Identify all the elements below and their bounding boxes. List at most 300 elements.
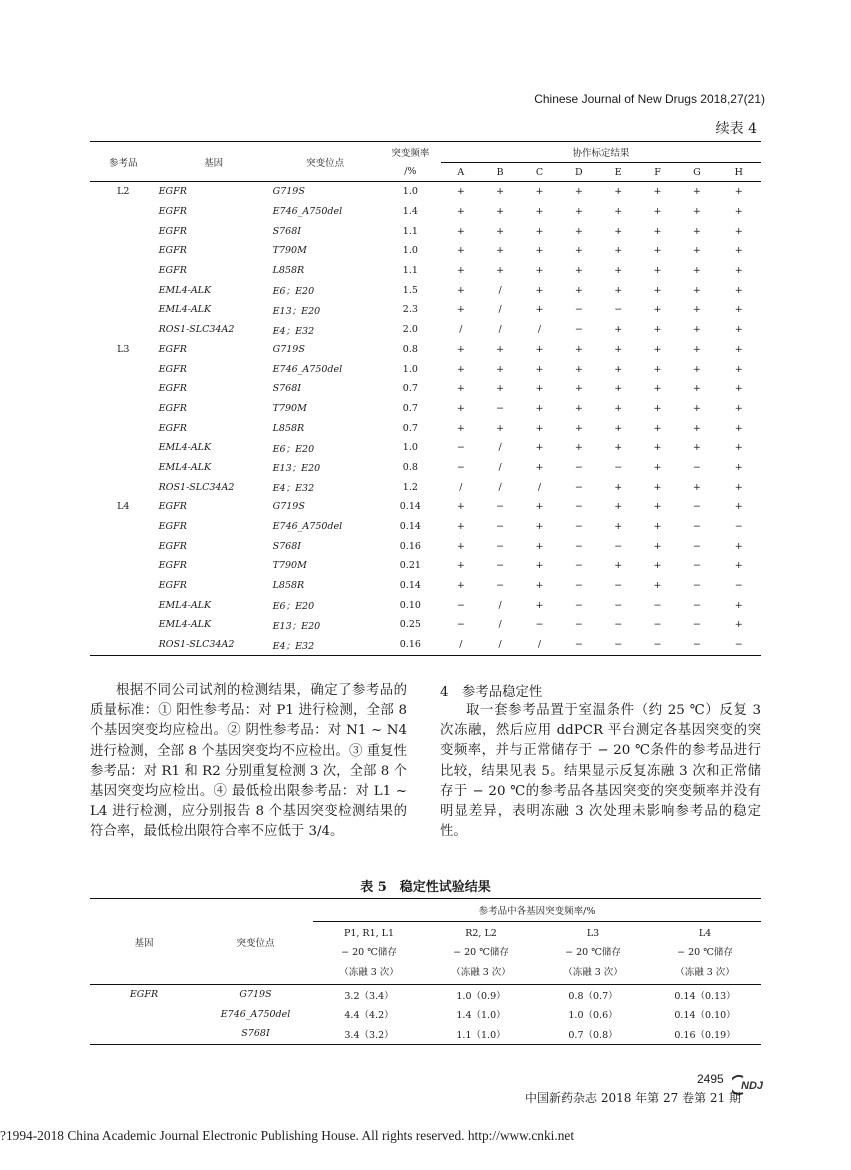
result-cell: +	[653, 343, 662, 355]
t5-gene-cell	[90, 1005, 198, 1025]
reference-cell	[90, 418, 157, 438]
site-cell: L858R	[272, 422, 305, 434]
t5-header-site: 突变位点	[198, 899, 313, 985]
result-cell: +	[456, 521, 465, 533]
gene-cell: EGFR	[158, 402, 187, 414]
result-cell: +	[574, 284, 583, 296]
gene-cell: EML4-ALK	[158, 599, 212, 611]
result-cell: −	[574, 619, 583, 631]
reference-cell	[90, 517, 157, 537]
gene-cell: EML4-ALK	[158, 461, 212, 473]
reference-cell	[90, 241, 157, 261]
gene-cell: EGFR	[158, 363, 187, 375]
header-freq: 突变频率	[380, 142, 442, 163]
result-cell: +	[456, 363, 465, 375]
result-cell: +	[692, 324, 701, 336]
result-cell: +	[496, 245, 505, 257]
result-cell: +	[614, 324, 623, 336]
result-cell: −	[496, 580, 505, 592]
frequency-cell: 2.0	[402, 324, 418, 336]
gene-cell: EGFR	[158, 580, 187, 592]
result-cell: +	[653, 560, 662, 572]
frequency-cell: 1.5	[402, 284, 418, 296]
result-cell: −	[614, 461, 623, 473]
gene-cell: EGFR	[158, 501, 187, 513]
result-cell: −	[574, 461, 583, 473]
result-cell: −	[574, 304, 583, 316]
result-cell: −	[692, 619, 701, 631]
result-cell: −	[574, 560, 583, 572]
result-cell: +	[692, 265, 701, 277]
result-cell: +	[456, 284, 465, 296]
result-cell: +	[535, 363, 544, 375]
t5-value-cell: 1.1（1.0）	[425, 1024, 537, 1044]
table-row	[90, 1005, 761, 1025]
result-cell: +	[496, 422, 505, 434]
gene-cell: EGFR	[158, 422, 187, 434]
reference-cell	[90, 615, 157, 635]
site-cell: G719S	[272, 501, 305, 513]
result-cell: +	[653, 501, 662, 513]
result-cell: +	[456, 265, 465, 277]
result-cell: +	[614, 343, 623, 355]
gene-cell: EGFR	[158, 186, 187, 198]
frequency-cell: 1.0	[402, 442, 418, 454]
t5-col-header: L4 − 20 ℃储存 （冻融 3 次）	[649, 922, 761, 985]
result-cell: −	[614, 540, 623, 552]
result-cell: /	[498, 481, 502, 493]
gene-cell: ROS1-SLC34A2	[158, 481, 235, 493]
table-continued-label: 续表 4	[715, 121, 757, 137]
result-cell: −	[535, 619, 544, 631]
result-cell: +	[734, 206, 743, 218]
header-lab: G	[677, 163, 716, 182]
table-row	[90, 221, 761, 241]
result-cell: +	[692, 402, 701, 414]
table-row	[90, 399, 761, 419]
result-cell: /	[498, 461, 502, 473]
result-cell: −	[574, 580, 583, 592]
result-cell: +	[653, 225, 662, 237]
result-cell: −	[692, 501, 701, 513]
result-cell: /	[480, 635, 519, 655]
reference-cell	[90, 635, 157, 655]
result-cell: +	[692, 442, 701, 454]
table-row	[90, 202, 761, 222]
table-row	[90, 340, 761, 360]
result-cell: +	[614, 225, 623, 237]
gene-cell: EGFR	[158, 206, 187, 218]
result-cell: −	[574, 501, 583, 513]
result-cell: −	[717, 635, 761, 655]
t5-value-cell: 0.14（0.13）	[674, 990, 736, 1002]
result-cell: +	[614, 442, 623, 454]
result-cell: +	[574, 383, 583, 395]
result-cell: +	[496, 383, 505, 395]
result-cell: +	[734, 599, 743, 611]
result-cell: −	[496, 521, 505, 533]
footer-journal-issue: 中国新药杂志 2018 年第 27 卷第 21 期	[525, 1091, 741, 1105]
result-cell: +	[456, 422, 465, 434]
result-cell: +	[734, 245, 743, 257]
result-cell: +	[496, 363, 505, 375]
reference-cell	[90, 320, 157, 340]
result-cell: −	[614, 619, 623, 631]
result-cell: +	[574, 402, 583, 414]
result-cell: +	[692, 245, 701, 257]
result-cell: +	[496, 186, 505, 198]
result-cell: −	[653, 599, 662, 611]
result-cell: +	[535, 225, 544, 237]
result-cell: −	[574, 540, 583, 552]
result-cell: +	[614, 501, 623, 513]
reference-cell	[90, 556, 157, 576]
result-cell: +	[653, 284, 662, 296]
reference-cell: L2	[117, 186, 130, 198]
result-cell: +	[456, 206, 465, 218]
result-cell: +	[456, 343, 465, 355]
t5-value-cell: 1.4（1.0）	[456, 1010, 506, 1022]
result-cell: −	[692, 461, 701, 473]
frequency-cell: 0.14	[399, 580, 421, 592]
table-row	[90, 576, 761, 596]
table-row	[90, 1024, 761, 1044]
result-cell: +	[653, 481, 662, 493]
result-cell: +	[653, 402, 662, 414]
result-cell: +	[653, 383, 662, 395]
site-cell: G719S	[272, 343, 305, 355]
result-cell: −	[614, 580, 623, 592]
result-cell: +	[692, 304, 701, 316]
result-cell: +	[614, 245, 623, 257]
result-cell: +	[734, 560, 743, 572]
result-cell: /	[459, 481, 463, 493]
result-cell: +	[535, 245, 544, 257]
site-cell: E6；E20	[272, 601, 315, 613]
header-lab: H	[717, 163, 761, 182]
result-cell: +	[734, 383, 743, 395]
reference-cell	[90, 458, 157, 478]
result-cell: /	[537, 324, 542, 336]
reference-cell: L3	[117, 343, 130, 355]
reference-cell	[90, 379, 157, 399]
copyright-notice: ?1994-2018 China Academic Journal Electronic Publishing House. All rights reserved. http://www.cnki.net	[0, 1128, 575, 1143]
result-cell: +	[535, 599, 544, 611]
frequency-cell: 0.7	[402, 383, 418, 395]
t5-col-header: R2, L2 − 20 ℃储存 （冻融 3 次）	[425, 922, 537, 985]
reference-cell	[90, 280, 157, 300]
site-cell: E4；E32	[271, 635, 380, 655]
t5-site-cell: S768I	[198, 1024, 313, 1044]
result-cell: +	[456, 186, 465, 198]
result-cell: +	[653, 304, 662, 316]
reference-cell	[90, 536, 157, 556]
result-cell: +	[653, 245, 662, 257]
stability-table	[90, 898, 761, 1045]
result-cell: +	[574, 422, 583, 434]
result-cell: +	[692, 225, 701, 237]
result-cell: −	[692, 521, 701, 533]
result-cell: −	[574, 599, 583, 611]
site-cell: S768I	[272, 225, 302, 237]
result-cell: /	[459, 324, 463, 336]
gene-cell: EGFR	[158, 540, 187, 552]
table-row	[90, 320, 761, 340]
table-row	[90, 359, 761, 379]
reference-cell	[90, 300, 157, 320]
site-cell: E13；E20	[272, 620, 321, 632]
result-cell: +	[653, 186, 662, 198]
result-cell: +	[692, 363, 701, 375]
result-cell: +	[535, 402, 544, 414]
result-cell: +	[456, 540, 465, 552]
result-cell: +	[653, 422, 662, 434]
result-cell: +	[456, 383, 465, 395]
result-cell: −	[599, 635, 638, 655]
reference-cell	[90, 202, 157, 222]
result-cell: −	[734, 521, 743, 533]
site-cell: L858R	[272, 580, 305, 592]
result-cell: +	[734, 402, 743, 414]
frequency-cell: 2.3	[402, 304, 418, 316]
result-cell: +	[535, 265, 544, 277]
result-cell: −	[638, 635, 677, 655]
table-row	[90, 517, 761, 537]
section-title: 4 参考品稳定性	[440, 685, 543, 700]
table-row	[90, 985, 761, 1005]
reference-cell	[90, 221, 157, 241]
result-cell: +	[734, 481, 743, 493]
result-cell: −	[456, 599, 465, 611]
header-site: 突变位点	[271, 142, 380, 182]
result-cell: +	[653, 206, 662, 218]
gene-cell: EGFR	[158, 225, 187, 237]
result-cell: −	[692, 580, 701, 592]
result-cell: −	[614, 599, 623, 611]
site-cell: E6；E20	[272, 443, 315, 455]
result-cell: +	[734, 225, 743, 237]
result-cell: +	[535, 501, 544, 513]
t5-site-cell: G719S	[239, 989, 272, 1001]
header-group: 协作标定结果	[441, 142, 761, 163]
gene-cell: EGFR	[158, 560, 187, 572]
table-row	[90, 458, 761, 478]
result-cell: −	[653, 619, 662, 631]
table-row	[90, 241, 761, 261]
reference-cell	[90, 399, 157, 419]
result-cell: +	[456, 402, 465, 414]
result-cell: +	[614, 363, 623, 375]
result-cell: +	[614, 422, 623, 434]
result-cell: +	[734, 422, 743, 434]
result-cell: +	[535, 521, 544, 533]
header-lab: B	[480, 163, 519, 182]
result-cell: +	[692, 343, 701, 355]
result-cell: +	[734, 304, 743, 316]
reference-cell	[90, 359, 157, 379]
result-cell: +	[496, 343, 505, 355]
result-cell: −	[677, 635, 716, 655]
table-row	[90, 635, 761, 655]
result-cell: −	[574, 324, 583, 336]
table-row	[90, 595, 761, 615]
frequency-cell: 1.1	[402, 225, 418, 237]
frequency-cell: 0.8	[402, 343, 418, 355]
table-row	[90, 418, 761, 438]
result-cell: −	[496, 402, 505, 414]
result-cell: /	[498, 284, 502, 296]
result-cell: −	[559, 635, 598, 655]
result-cell: /	[498, 599, 502, 611]
frequency-cell: 1.4	[402, 206, 418, 218]
result-cell: +	[614, 186, 623, 198]
header-gene: 基因	[157, 142, 271, 182]
result-cell: +	[456, 560, 465, 572]
main-table-body	[90, 182, 761, 656]
result-cell: +	[653, 363, 662, 375]
result-cell: +	[653, 442, 662, 454]
result-cell: +	[535, 284, 544, 296]
header-lab: A	[441, 163, 480, 182]
site-cell: L858R	[272, 265, 305, 277]
result-cell: −	[574, 521, 583, 533]
frequency-cell: 0.7	[402, 422, 418, 434]
result-cell: +	[692, 422, 701, 434]
t5-gene-cell	[90, 1024, 198, 1044]
result-cell: +	[614, 521, 623, 533]
t5-value-cell: 3.2（3.4）	[344, 990, 394, 1002]
gene-cell: EML4-ALK	[158, 442, 212, 454]
result-cell: −	[496, 560, 505, 572]
frequency-cell: 1.1	[402, 265, 418, 277]
t5-value-cell: 4.4（4.2）	[344, 1010, 394, 1022]
reference-cell	[90, 438, 157, 458]
result-cell: −	[456, 442, 465, 454]
frequency-cell: 0.21	[399, 560, 421, 572]
header-lab: C	[520, 163, 559, 182]
frequency-cell: 0.16	[399, 540, 421, 552]
result-cell: +	[734, 619, 743, 631]
t5-gene-cell: EGFR	[129, 989, 159, 1001]
stability-paragraph: 取一套参考品置于室温条件（约 25 ℃）反复 3 次冻融，然后应用 ddPCR 平台测定各基因突变的突变频率，并与正常储存于 − 20 ℃条件的参考品进行比较，结果见表 5。结果显示反复冻融 3 次和正常储存于 − 20 ℃的参考品各基因突变的突变频率并没有明显差异，表明冻融 3 次处理未影响参考品的稳定性。	[440, 703, 761, 840]
result-cell: +	[734, 501, 743, 513]
site-cell: T790M	[272, 560, 307, 572]
site-cell: T790M	[272, 402, 307, 414]
result-cell: +	[535, 343, 544, 355]
result-cell: +	[614, 383, 623, 395]
result-cell: /	[498, 619, 502, 631]
result-cell: +	[535, 186, 544, 198]
t5-value-cell: 3.4（3.2）	[313, 1024, 425, 1044]
t5-value-cell: 0.8（0.7）	[568, 990, 618, 1002]
result-cell: −	[692, 540, 701, 552]
result-cell: +	[535, 383, 544, 395]
result-cell: /	[498, 304, 502, 316]
result-cell: +	[734, 265, 743, 277]
result-cell: +	[456, 580, 465, 592]
site-cell: E746_A750del	[272, 206, 343, 218]
result-cell: /	[498, 324, 502, 336]
result-cell: +	[692, 186, 701, 198]
frequency-cell: 0.25	[399, 619, 421, 631]
result-cell: +	[574, 343, 583, 355]
result-cell: +	[653, 540, 662, 552]
result-cell: +	[535, 442, 544, 454]
site-cell: E4；E32	[272, 483, 315, 495]
result-cell: /	[498, 442, 502, 454]
t5-site-cell: E746_A750del	[220, 1008, 291, 1020]
result-cell: +	[496, 225, 505, 237]
result-cell: +	[535, 461, 544, 473]
table-row	[90, 497, 761, 517]
frequency-cell: 1.0	[402, 245, 418, 257]
table-row	[90, 556, 761, 576]
result-cell: +	[574, 265, 583, 277]
result-cell: /	[537, 481, 542, 493]
t5-col-header: P1, R1, L1 − 20 ℃储存 （冻融 3 次）	[313, 922, 425, 985]
result-cell: +	[734, 186, 743, 198]
result-cell: +	[574, 363, 583, 375]
result-cell: +	[496, 206, 505, 218]
site-cell: E746_A750del	[272, 363, 343, 375]
result-cell: +	[734, 461, 743, 473]
result-cell: +	[653, 265, 662, 277]
result-cell: +	[734, 343, 743, 355]
t5-value-cell: 0.7（0.8）	[537, 1024, 649, 1044]
result-cell: +	[535, 206, 544, 218]
result-cell: +	[614, 265, 623, 277]
result-cell: +	[456, 225, 465, 237]
result-cell: +	[614, 284, 623, 296]
t5-value-cell: 0.16（0.19）	[649, 1024, 761, 1044]
gene-cell: EGFR	[158, 265, 187, 277]
result-cell: /	[441, 635, 480, 655]
result-cell: +	[574, 206, 583, 218]
frequency-cell: 0.10	[399, 599, 421, 611]
gene-cell: ROS1-SLC34A2	[158, 324, 235, 336]
table-row	[90, 261, 761, 281]
result-cell: +	[653, 461, 662, 473]
result-cell: −	[692, 599, 701, 611]
result-cell: −	[456, 619, 465, 631]
result-cell: +	[614, 206, 623, 218]
result-cell: +	[614, 481, 623, 493]
result-cell: +	[456, 245, 465, 257]
svg-text:NDJ: NDJ	[741, 1080, 764, 1092]
result-cell: +	[614, 560, 623, 572]
result-cell: +	[574, 225, 583, 237]
frequency-cell: 0.14	[399, 521, 421, 533]
t5-col-header: L3 − 20 ℃储存 （冻融 3 次）	[537, 922, 649, 985]
result-cell: /	[520, 635, 559, 655]
result-cell: +	[574, 442, 583, 454]
frequency-cell: 0.16	[380, 635, 442, 655]
t5-value-cell: 0.14（0.10）	[674, 1010, 736, 1022]
frequency-cell: 0.7	[402, 402, 418, 414]
gene-cell: EGFR	[158, 343, 187, 355]
gene-cell: EGFR	[158, 383, 187, 395]
result-cell: +	[653, 521, 662, 533]
result-cell: +	[535, 580, 544, 592]
collaborative-calibration-table	[90, 141, 761, 656]
gene-cell: EML4-ALK	[158, 304, 212, 316]
table-row	[90, 182, 761, 202]
result-cell: +	[456, 501, 465, 513]
result-cell: +	[574, 186, 583, 198]
result-cell: +	[692, 383, 701, 395]
frequency-cell: 0.8	[402, 461, 418, 473]
site-cell: E746_A750del	[272, 521, 343, 533]
